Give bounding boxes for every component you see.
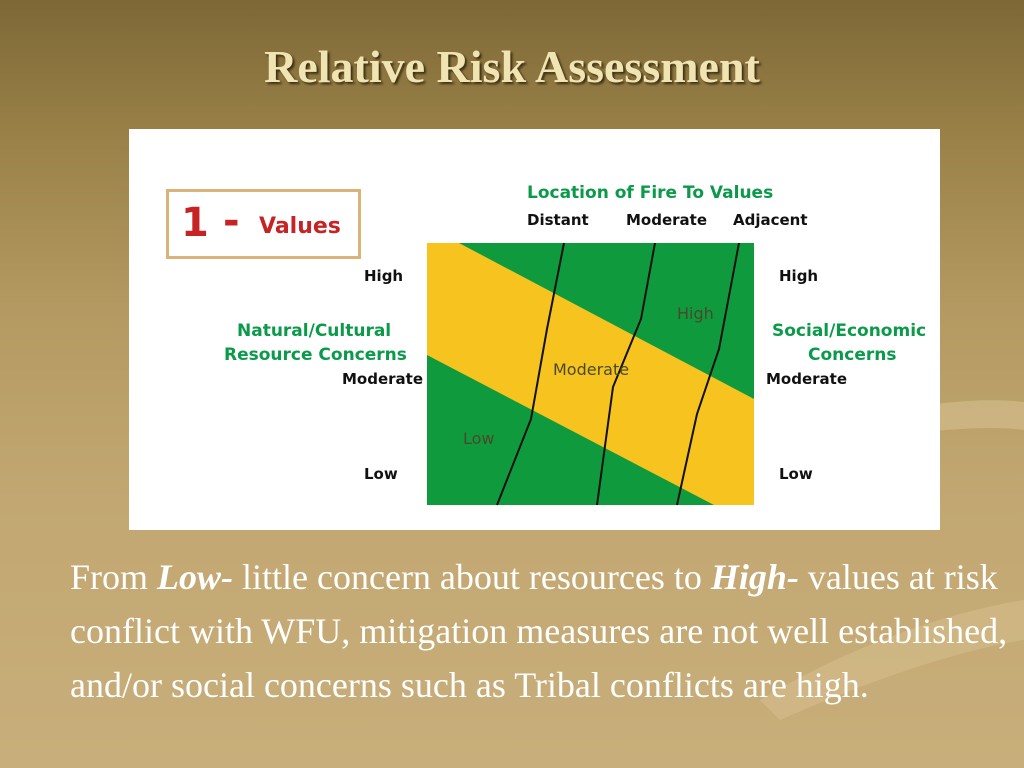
zone-label-low: Low bbox=[463, 429, 495, 448]
left-level-moderate: Moderate bbox=[342, 370, 424, 388]
left-level-low: Low bbox=[364, 465, 398, 483]
top-label-adjacent: Adjacent bbox=[733, 211, 808, 229]
values-number: 1 bbox=[181, 200, 209, 246]
left-axis-title-line1: Natural/Cultural bbox=[237, 321, 392, 341]
values-word: Values bbox=[259, 214, 341, 239]
body-rest: values at risk conflict with WFU, mitigation measures are not well established, and/or social concerns such as Tribal conflicts are high. bbox=[70, 557, 1008, 705]
top-axis-title: Location of Fire To Values bbox=[527, 183, 774, 203]
values-dash: - bbox=[223, 198, 240, 244]
body-high-term: High- bbox=[710, 557, 799, 597]
right-level-moderate: Moderate bbox=[766, 370, 848, 388]
page-title: Relative Risk Assessment bbox=[264, 41, 760, 92]
zone-label-moderate: Moderate bbox=[553, 360, 630, 379]
body-mid: little concern about resources to bbox=[233, 557, 711, 597]
right-level-low: Low bbox=[779, 465, 813, 483]
right-axis-title-line1: Social/Economic bbox=[772, 321, 927, 341]
top-label-distant: Distant bbox=[527, 211, 589, 229]
left-axis-title-line2: Resource Concerns bbox=[224, 345, 407, 365]
right-level-high: High bbox=[779, 267, 819, 285]
values-box bbox=[166, 189, 361, 259]
description-text bbox=[70, 550, 1020, 712]
body-low-term: Low- bbox=[157, 557, 234, 597]
risk-diagram bbox=[129, 129, 940, 530]
left-level-high: High bbox=[364, 267, 404, 285]
right-axis-title-line2: Concerns bbox=[808, 345, 897, 365]
zone-label-high: High bbox=[677, 304, 714, 323]
body-from: From bbox=[70, 557, 158, 597]
top-label-moderate: Moderate bbox=[626, 211, 708, 229]
